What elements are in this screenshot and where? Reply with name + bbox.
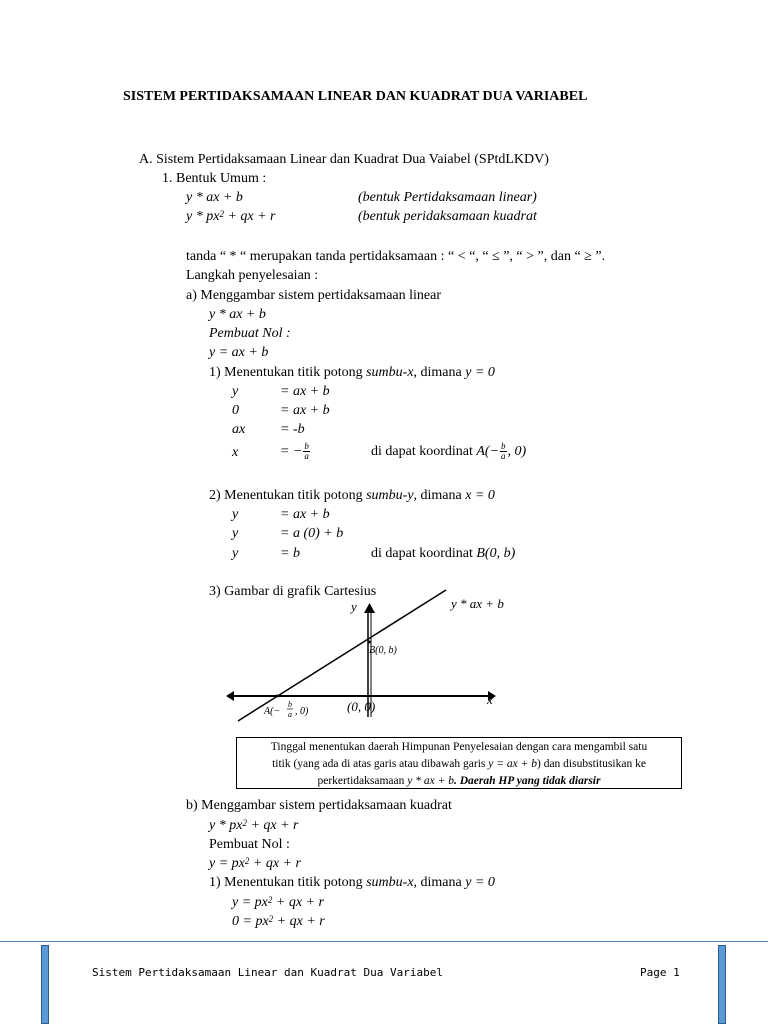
point-a-frac-den: a: [288, 710, 292, 719]
bentuk-umum-label: 1. Bentuk Umum :: [162, 171, 267, 186]
footer-rule: [0, 941, 768, 942]
quadratic-form-note: (bentuk peridaksamaan kuadrat: [358, 209, 537, 224]
s1-row-lhs: 0: [232, 403, 239, 418]
cartesian-graph: [220, 585, 510, 735]
footer-left-bar: [41, 945, 49, 1024]
page-title: SISTEM PERTIDAKSAMAAN LINEAR DAN KUADRAT DUA VARIABEL: [123, 89, 588, 104]
point-a-label-pre: A(−: [264, 706, 281, 717]
s2-row-rhs: = a (0) + b: [280, 526, 344, 541]
linear-inequality: y * ax + b: [209, 307, 266, 322]
footer-right-bar: [718, 945, 726, 1024]
pembuat-nol-label: Pembuat Nol :: [209, 326, 291, 341]
coordinate-b-statement: di dapat koordinat B(0, b): [371, 546, 516, 561]
pembuat-nol-label-b: Pembuat Nol :: [209, 837, 290, 852]
s2-row-rhs: = b: [280, 546, 300, 561]
s1-x-lhs: x: [232, 445, 239, 460]
step3-heading: 3) Gambar di grafik Cartesius: [209, 584, 377, 599]
s1-row-lhs: ax: [232, 422, 246, 437]
note-line-3: perkertidaksamaan y * ax + b. Daerah HP yang tidak diarsir: [317, 775, 601, 787]
tanda-paragraph: tanda “ * “ merupakan tanda pertidaksamaan : “ < “, “ ≤ ”, “ > ”, dan “ ≥ ”.: [186, 249, 606, 264]
x-axis-label: x: [487, 692, 493, 707]
s1-row-rhs: = ax + b: [280, 403, 330, 418]
point-b-label: B(0, b): [369, 645, 397, 656]
fraction-b-over-a: $\frac{b}{a}$: [304, 441, 309, 462]
quadratic-equation: $y = px^2$ + qx + r: [209, 856, 301, 871]
fraction-b-over-a: $\frac{b}{a}$: [501, 441, 506, 462]
coordinate-a-statement: di dapat koordinat A(− $\frac{b}{a}$ , 0): [371, 441, 527, 462]
linear-general-form: y * ax + b: [186, 190, 243, 205]
point-a-frac-num: b: [288, 700, 292, 709]
note-line-2: titik (yang ada di atas garis atau dibawah garis y = ax + b) dan disubstitusikan ke: [272, 758, 646, 770]
linear-form-note: (bentuk Pertidaksamaan linear): [358, 190, 537, 205]
b-row-2: $0 = px^2$ + qx + r: [232, 914, 325, 929]
s1-row-lhs: y: [232, 384, 239, 399]
linear-equation: y = ax + b: [209, 345, 269, 360]
s2-row-lhs: y: [232, 546, 239, 561]
subsection-a-heading: a) Menggambar sistem pertidaksamaan linear: [186, 288, 442, 303]
langkah-label: Langkah penyelesaian :: [186, 268, 319, 283]
y-axis-arrow: [364, 603, 375, 613]
origin-label: (0, 0): [347, 699, 376, 714]
s2-row-rhs: = ax + b: [280, 507, 330, 522]
section-a-heading: A. Sistem Pertidaksamaan Linear dan Kuadrat Dua Vaiabel (SPtdLKDV): [139, 152, 549, 167]
footer-title: Sistem Pertidaksamaan Linear dan Kuadrat Dua Variabel: [92, 966, 443, 979]
quadratic-general-form: y * $px^2$ + qx + r: [186, 209, 276, 224]
y-axis-label: y: [351, 599, 357, 614]
x-axis-left-arrow: [226, 691, 234, 701]
s1-x-rhs: = − $\frac{b}{a}$: [280, 441, 309, 462]
footer-page-number: Page 1: [640, 966, 680, 979]
s1-row-rhs: = ax + b: [280, 384, 330, 399]
b-row-1: $y = px^2$ + qx + r: [232, 895, 324, 910]
hp-note-box: [236, 737, 682, 789]
b-step1-heading: 1) Menentukan titik potong sumbu-x, dimana y = 0: [209, 875, 495, 890]
s2-row-lhs: y: [232, 507, 239, 522]
point-a: [276, 695, 279, 698]
s1-row-rhs: = -b: [280, 422, 305, 437]
point-a-label-post: , 0): [295, 706, 309, 717]
linear-line: [238, 590, 446, 721]
note-line-1: Tinggal menentukan daerah Himpunan Penyelesaian dengan cara mengambil satu: [270, 741, 648, 753]
line-label: y * ax + b: [451, 596, 504, 611]
quadratic-inequality: y * $px^2$ + qx + r: [209, 818, 299, 833]
subsection-b-heading: b) Menggambar sistem pertidaksamaan kuadrat: [186, 798, 452, 813]
s2-row-lhs: y: [232, 526, 239, 541]
step2-heading: 2) Menentukan titik potong sumbu-y, dimana x = 0: [209, 488, 495, 503]
point-b: [368, 641, 371, 644]
step1-heading: 1) Menentukan titik potong sumbu-x, dimana y = 0: [209, 365, 495, 380]
